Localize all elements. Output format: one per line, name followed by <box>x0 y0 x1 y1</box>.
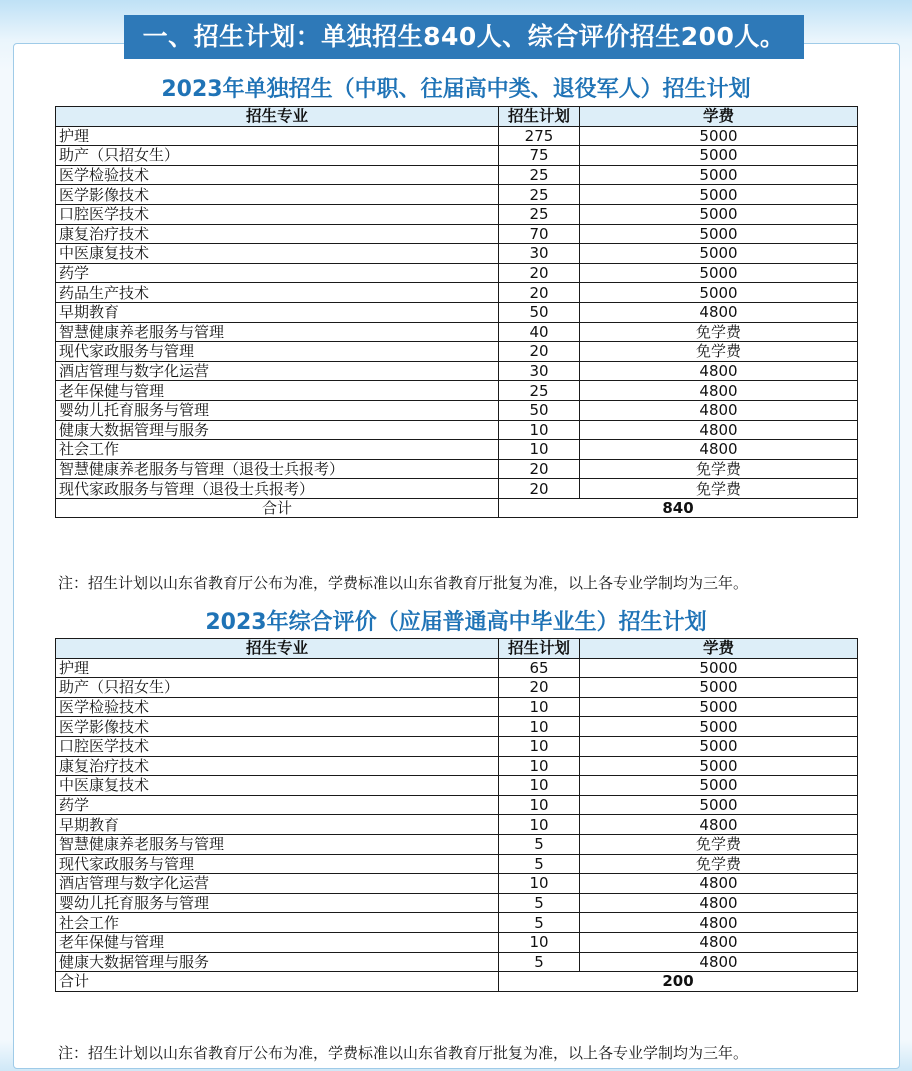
fee-cell: 5000 <box>580 126 858 146</box>
plan-cell: 5 <box>499 854 580 874</box>
header-plan: 招生计划 <box>499 107 580 127</box>
total-row <box>56 972 858 992</box>
plan-cell: 75 <box>499 146 580 166</box>
fee-cell: 4800 <box>580 440 858 460</box>
fee-cell: 5000 <box>580 776 858 796</box>
plan-cell: 65 <box>499 658 580 678</box>
major-cell: 酒店管理与数字化运营 <box>56 361 499 381</box>
fee-cell: 5000 <box>580 185 858 205</box>
fee-cell: 免学费 <box>580 322 858 342</box>
fee-cell: 免学费 <box>580 459 858 479</box>
major-cell: 婴幼儿托育服务与管理 <box>56 893 499 913</box>
table-row <box>56 381 858 401</box>
major-cell: 口腔医学技术 <box>56 204 499 224</box>
section2-note: 注：招生计划以山东省教育厅公布为准，学费标准以山东省教育厅批复为准，以上各专业学制均为三年。 <box>58 1044 749 1062</box>
table-row <box>56 283 858 303</box>
table-row <box>56 244 858 264</box>
major-cell: 早期教育 <box>56 815 499 835</box>
fee-cell: 免学费 <box>580 479 858 499</box>
section2-title: 2023年综合评价（应届普通高中毕业生）招生计划 <box>205 610 707 635</box>
table-row <box>56 126 858 146</box>
fee-cell: 5000 <box>580 224 858 244</box>
major-cell: 现代家政服务与管理 <box>56 854 499 874</box>
fee-cell: 5000 <box>580 283 858 303</box>
table-body <box>56 126 858 498</box>
table-row <box>56 952 858 972</box>
table-row <box>56 400 858 420</box>
table-row <box>56 913 858 933</box>
table-row <box>56 165 858 185</box>
table-row <box>56 224 858 244</box>
plan-cell: 20 <box>499 283 580 303</box>
fee-cell: 5000 <box>580 795 858 815</box>
major-cell: 现代家政服务与管理 <box>56 342 499 362</box>
table-row <box>56 263 858 283</box>
table-body <box>56 658 858 972</box>
table-row <box>56 815 858 835</box>
section1-note: 注：招生计划以山东省教育厅公布为准，学费标准以山东省教育厅批复为准，以上各专业学制均为三年。 <box>58 574 749 592</box>
fee-cell: 5000 <box>580 717 858 737</box>
plan-cell: 10 <box>499 440 580 460</box>
plan-cell: 25 <box>499 185 580 205</box>
plan-cell: 275 <box>499 126 580 146</box>
table-row <box>56 204 858 224</box>
plan-cell: 25 <box>499 381 580 401</box>
comprehensive-evaluation-table <box>55 638 858 992</box>
major-cell: 医学影像技术 <box>56 717 499 737</box>
major-cell: 早期教育 <box>56 302 499 322</box>
major-cell: 老年保健与管理 <box>56 381 499 401</box>
fee-cell: 免学费 <box>580 342 858 362</box>
table-header-row <box>56 639 858 659</box>
total-label: 合计 <box>56 498 499 518</box>
fee-cell: 5000 <box>580 678 858 698</box>
major-cell: 医学影像技术 <box>56 185 499 205</box>
plan-cell: 5 <box>499 952 580 972</box>
major-cell: 助产（只招女生） <box>56 146 499 166</box>
table-header-row <box>56 107 858 127</box>
plan-cell: 5 <box>499 834 580 854</box>
fee-cell: 4800 <box>580 302 858 322</box>
table-row <box>56 795 858 815</box>
plan-cell: 50 <box>499 400 580 420</box>
table-row <box>56 459 858 479</box>
major-cell: 康复治疗技术 <box>56 224 499 244</box>
table-row <box>56 185 858 205</box>
table-row <box>56 854 858 874</box>
fee-cell: 5000 <box>580 204 858 224</box>
major-cell: 医学检验技术 <box>56 697 499 717</box>
plan-cell: 10 <box>499 795 580 815</box>
total-label: 合计 <box>56 972 499 992</box>
major-cell: 护理 <box>56 658 499 678</box>
header-major: 招生专业 <box>56 639 499 659</box>
fee-cell: 4800 <box>580 893 858 913</box>
major-cell: 护理 <box>56 126 499 146</box>
fee-cell: 5000 <box>580 146 858 166</box>
table-row <box>56 678 858 698</box>
fee-cell: 免学费 <box>580 854 858 874</box>
plan-cell: 10 <box>499 932 580 952</box>
fee-cell: 4800 <box>580 874 858 894</box>
plan-cell: 30 <box>499 244 580 264</box>
major-cell: 健康大数据管理与服务 <box>56 420 499 440</box>
plan-cell: 30 <box>499 361 580 381</box>
plan-cell: 20 <box>499 342 580 362</box>
fee-cell: 4800 <box>580 932 858 952</box>
fee-cell: 4800 <box>580 913 858 933</box>
major-cell: 智慧健康养老服务与管理 <box>56 322 499 342</box>
plan-cell: 20 <box>499 678 580 698</box>
plan-cell: 40 <box>499 322 580 342</box>
table-row <box>56 302 858 322</box>
fee-cell: 5000 <box>580 736 858 756</box>
fee-cell: 4800 <box>580 420 858 440</box>
single-enrollment-table <box>55 106 858 518</box>
plan-cell: 20 <box>499 459 580 479</box>
fee-cell: 4800 <box>580 381 858 401</box>
section1-title: 2023年单独招生（中职、往届高中类、退役军人）招生计划 <box>161 77 751 102</box>
plan-cell: 50 <box>499 302 580 322</box>
major-cell: 现代家政服务与管理（退役士兵报考） <box>56 479 499 499</box>
table-row <box>56 736 858 756</box>
major-cell: 社会工作 <box>56 440 499 460</box>
table-row <box>56 440 858 460</box>
table-row <box>56 479 858 499</box>
plan-cell: 20 <box>499 479 580 499</box>
fee-cell: 5000 <box>580 697 858 717</box>
major-cell: 酒店管理与数字化运营 <box>56 874 499 894</box>
table-row <box>56 776 858 796</box>
plan-cell: 25 <box>499 204 580 224</box>
total-row <box>56 498 858 518</box>
major-cell: 药学 <box>56 795 499 815</box>
fee-cell: 5000 <box>580 165 858 185</box>
table-row <box>56 420 858 440</box>
table-row <box>56 658 858 678</box>
table-row <box>56 717 858 737</box>
table-row <box>56 361 858 381</box>
plan-cell: 10 <box>499 420 580 440</box>
fee-cell: 4800 <box>580 400 858 420</box>
header-plan: 招生计划 <box>499 639 580 659</box>
major-cell: 老年保健与管理 <box>56 932 499 952</box>
fee-cell: 4800 <box>580 361 858 381</box>
major-cell: 中医康复技术 <box>56 776 499 796</box>
plan-cell: 10 <box>499 776 580 796</box>
banner-heading: 一、招生计划：单独招生840人、综合评价招生200人。 <box>124 15 804 59</box>
plan-cell: 10 <box>499 717 580 737</box>
major-cell: 药学 <box>56 263 499 283</box>
plan-cell: 25 <box>499 165 580 185</box>
total-value: 840 <box>499 498 858 518</box>
plan-cell: 10 <box>499 736 580 756</box>
table-row <box>56 874 858 894</box>
fee-cell: 4800 <box>580 815 858 835</box>
header-fee: 学费 <box>580 639 858 659</box>
major-cell: 中医康复技术 <box>56 244 499 264</box>
header-major: 招生专业 <box>56 107 499 127</box>
major-cell: 药品生产技术 <box>56 283 499 303</box>
fee-cell: 5000 <box>580 263 858 283</box>
major-cell: 助产（只招女生） <box>56 678 499 698</box>
plan-cell: 10 <box>499 756 580 776</box>
major-cell: 婴幼儿托育服务与管理 <box>56 400 499 420</box>
table-row <box>56 834 858 854</box>
major-cell: 社会工作 <box>56 913 499 933</box>
major-cell: 智慧健康养老服务与管理（退役士兵报考） <box>56 459 499 479</box>
major-cell: 医学检验技术 <box>56 165 499 185</box>
plan-cell: 5 <box>499 913 580 933</box>
major-cell: 口腔医学技术 <box>56 736 499 756</box>
major-cell: 智慧健康养老服务与管理 <box>56 834 499 854</box>
plan-cell: 10 <box>499 815 580 835</box>
table-row <box>56 756 858 776</box>
fee-cell: 5000 <box>580 658 858 678</box>
fee-cell: 免学费 <box>580 834 858 854</box>
fee-cell: 5000 <box>580 756 858 776</box>
table-row <box>56 146 858 166</box>
fee-cell: 4800 <box>580 952 858 972</box>
table-row <box>56 697 858 717</box>
major-cell: 健康大数据管理与服务 <box>56 952 499 972</box>
plan-cell: 5 <box>499 893 580 913</box>
table-row <box>56 932 858 952</box>
table-row <box>56 342 858 362</box>
header-fee: 学费 <box>580 107 858 127</box>
fee-cell: 5000 <box>580 244 858 264</box>
major-cell: 康复治疗技术 <box>56 756 499 776</box>
plan-cell: 10 <box>499 697 580 717</box>
plan-cell: 70 <box>499 224 580 244</box>
plan-cell: 10 <box>499 874 580 894</box>
total-value: 200 <box>499 972 858 992</box>
table-row <box>56 893 858 913</box>
table-row <box>56 322 858 342</box>
plan-cell: 20 <box>499 263 580 283</box>
